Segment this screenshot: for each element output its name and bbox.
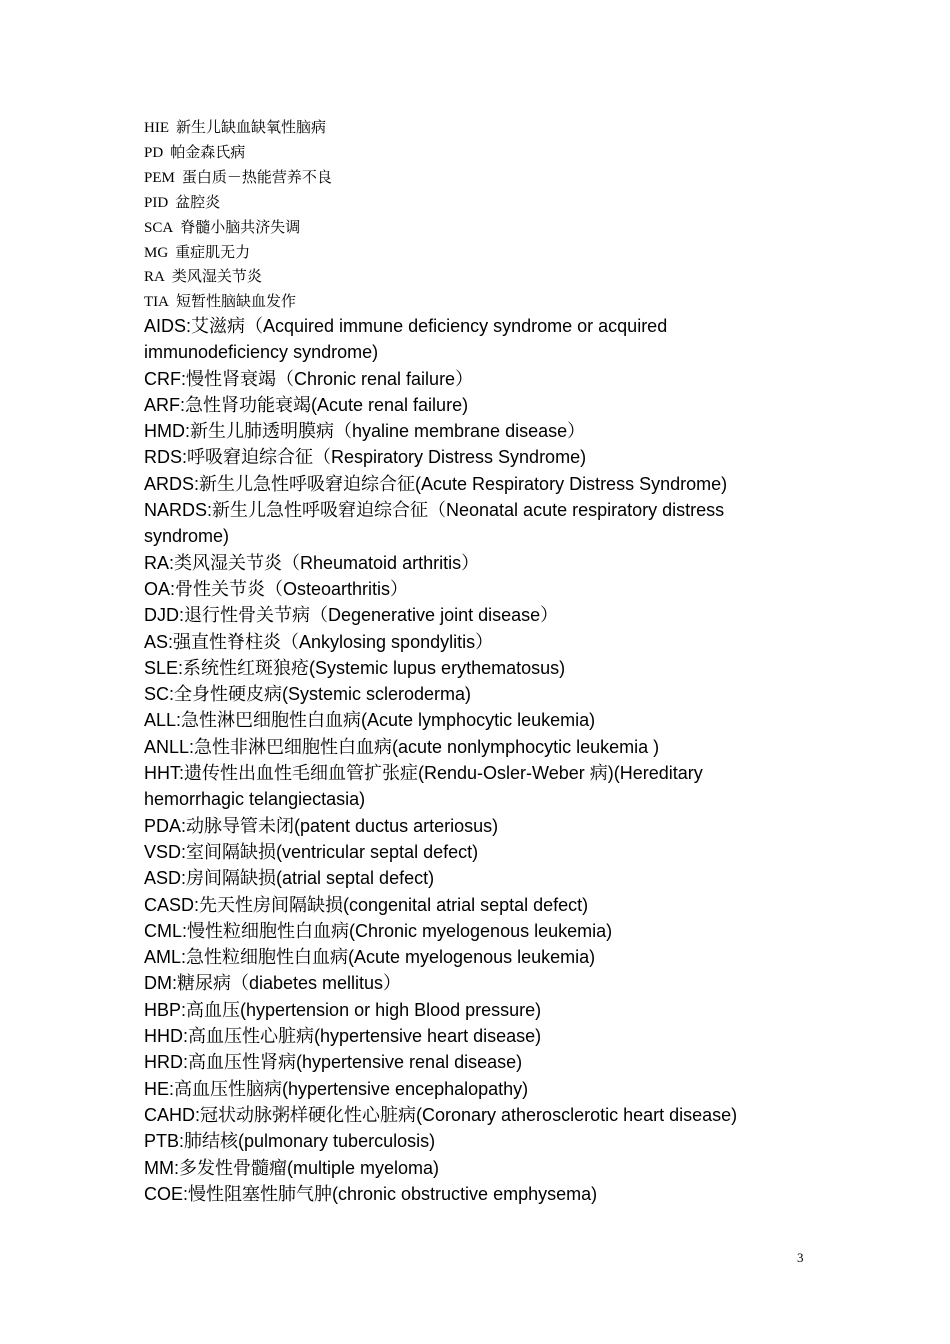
term: 盆腔炎 [175, 194, 221, 211]
list-item: ANLL:急性非淋巴细胞性白血病(acute nonlymphocytic leukemia ) [144, 736, 660, 757]
list-item [144, 141, 844, 166]
term: 蛋白质－热能营养不良 [181, 169, 332, 186]
list-item: AIDS:艾滋病（Acquired immune deficiency syndrome or acquired immunodeficiency syndrome) [144, 316, 668, 363]
term: 短暂性脑缺血发作 [176, 294, 297, 311]
abbreviation-list-detailed [144, 313, 804, 1207]
list-item: ASD:房间隔缺损(atrial septal defect) [144, 868, 435, 889]
list-item [144, 216, 844, 241]
list-item: SLE:系统性红斑狼疮(Systemic lupus erythematosus) [144, 657, 566, 678]
abbreviation: PEM [144, 169, 175, 186]
list-item: CAHD:冠状动脉粥样硬化性心脏病(Coronary atherosclerotic heart disease) [144, 1104, 738, 1125]
list-item: HRD:高血压性肾病(hypertensive renal disease) [144, 1052, 523, 1073]
list-item: RA:类风湿关节炎（Rheumatoid arthritis） [144, 552, 480, 573]
list-item: RDS:呼吸窘迫综合征（Respiratory Distress Syndrome) [144, 447, 587, 468]
term: 类风湿关节炎 [171, 269, 262, 286]
list-item: VSD:室间隔缺损(ventricular septal defect) [144, 841, 479, 862]
list-item: SC:全身性硬皮病(Systemic scleroderma) [144, 684, 472, 705]
list-item: AML:急性粒细胞性白血病(Acute myelogenous leukemia) [144, 947, 596, 968]
list-item: PDA:动脉导管未闭(patent ductus arteriosus) [144, 815, 499, 836]
abbreviation: TIA [144, 294, 169, 311]
term: 脊髓小脑共济失调 [180, 219, 301, 236]
term: 新生儿缺血缺氧性脑病 [176, 120, 327, 136]
list-item: NARDS:新生儿急性呼吸窘迫综合征（Neonatal acute respiratory distress syndrome) [144, 500, 725, 547]
list-item [144, 290, 844, 315]
abbreviation: RA [144, 269, 165, 286]
list-item: COE:慢性阻塞性肺气肿(chronic obstructive emphysema) [144, 1183, 598, 1204]
list-item: CASD:先天性房间隔缺损(congenital atrial septal defect) [144, 894, 589, 915]
list-item: ALL:急性淋巴细胞性白血病(Acute lymphocytic leukemia) [144, 710, 596, 731]
list-item [144, 191, 844, 216]
abbreviation: PID [144, 194, 169, 211]
list-item [144, 265, 844, 290]
list-item: HE:高血压性脑病(hypertensive encephalopathy) [144, 1078, 529, 1099]
list-item [144, 241, 844, 266]
list-item: OA:骨性关节炎（Osteoarthritis） [144, 578, 409, 599]
list-item: HHT:遗传性出血性毛细血管扩张症(Rendu-Osler-Weber 病)(Hereditary hemorrhagic telangiectasia) [144, 763, 703, 810]
list-item: ARDS:新生儿急性呼吸窘迫综合征(Acute Respiratory Distress Syndrome) [144, 473, 728, 494]
list-item: HBP:高血压(hypertension or high Blood pressure) [144, 999, 542, 1020]
list-item: AS:强直性脊柱炎（Ankylosing spondylitis） [144, 631, 494, 652]
list-item: ARF:急性肾功能衰竭(Acute renal failure) [144, 394, 469, 415]
list-item: HMD:新生儿肺透明膜病（hyaline membrane disease） [144, 421, 586, 442]
list-item: DM:糖尿病（diabetes mellitus） [144, 973, 402, 994]
list-item: MM:多发性骨髓瘤(multiple myeloma) [144, 1157, 440, 1178]
abbreviation: HIE [144, 120, 169, 136]
list-item: CML:慢性粒细胞性白血病(Chronic myelogenous leukemia) [144, 920, 613, 941]
term: 帕金森氏病 [170, 144, 246, 161]
abbreviation: SCA [144, 219, 174, 236]
list-item [144, 116, 844, 141]
term: 重症肌无力 [175, 244, 251, 261]
list-item: CRF:慢性肾衰竭（Chronic renal failure） [144, 368, 474, 389]
page-number: 3 [797, 1250, 804, 1265]
list-item [144, 166, 844, 191]
list-item: DJD:退行性骨关节病（Degenerative joint disease） [144, 605, 559, 626]
list-item: HHD:高血压性心脏病(hypertensive heart disease) [144, 1026, 542, 1047]
abbreviation: MG [144, 244, 169, 261]
abbreviation: PD [144, 144, 164, 161]
abbreviation-list-short [144, 116, 844, 315]
list-item: PTB:肺结核(pulmonary tuberculosis) [144, 1131, 436, 1152]
